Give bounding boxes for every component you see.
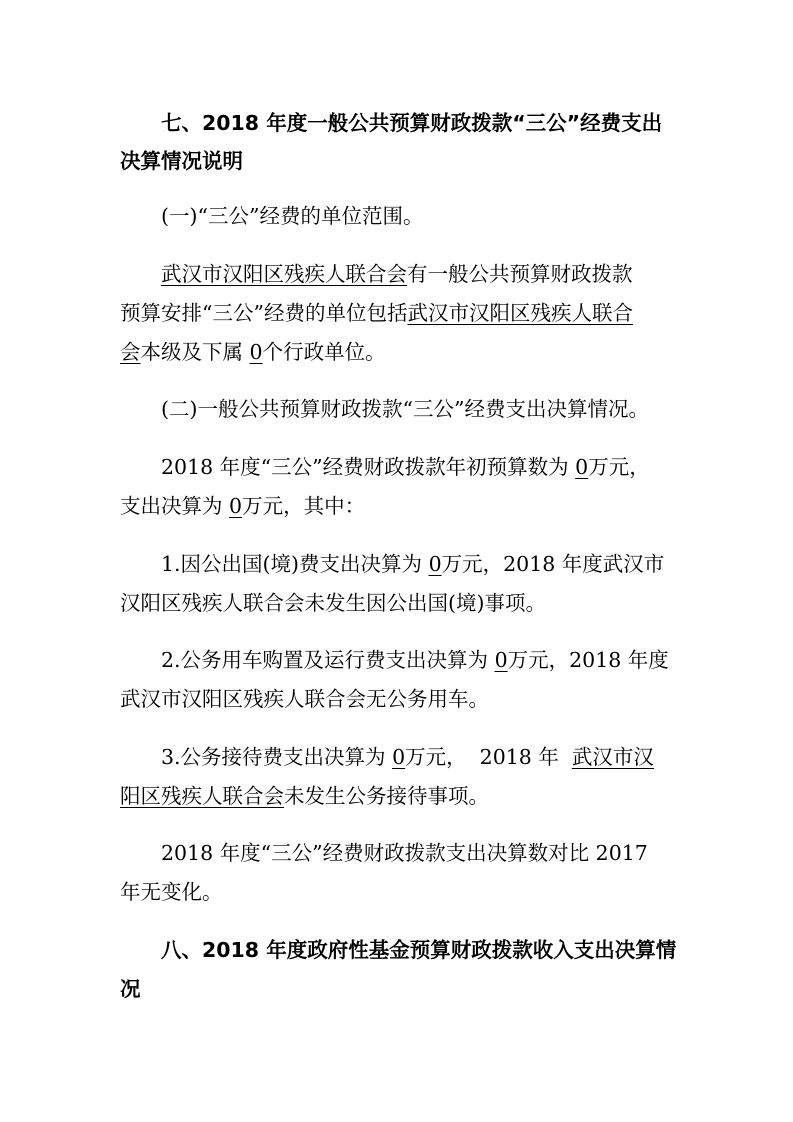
comparison-line1: 2018 年度“三公”经费财政拨款支出决算数对比 2017 xyxy=(161,841,648,865)
scope-paragraph-line1: 武汉市汉阳区残疾人联合会有一般公共预算财政拨款 xyxy=(161,262,633,286)
unit-count: 0 xyxy=(249,340,263,364)
scope-paragraph-line3: 会本级及下属 0个行政单位。 xyxy=(120,340,386,364)
unit-name: 武汉市汉阳区残疾人联合会 xyxy=(161,262,407,286)
item-3-value: 0 xyxy=(392,745,406,769)
situation-subtitle: (二)一般公共预算财政拨款“三公”经费支出决算情况。 xyxy=(161,397,649,421)
actual-value: 0 xyxy=(229,494,243,518)
section-7-heading-line1: 七、2018 年度一般公共预算财政拨款“三公”经费支出 xyxy=(161,111,663,135)
item-1-line2: 汉阳区残疾人联合会未发生因公出国(境)事项。 xyxy=(120,591,546,615)
item-3-line2: 阳区残疾人联合会未发生公务接待事项。 xyxy=(120,784,489,808)
budget-value: 0 xyxy=(575,455,589,479)
item-2-value: 0 xyxy=(494,648,508,672)
item-2-line1: 2.公务用车购置及运行费支出决算为 0万元，2018 年度 xyxy=(161,648,669,672)
budget-paragraph-line1: 2018 年度“三公”经费财政拨款年初预算数为 0万元， xyxy=(161,455,650,479)
unit-name: 武汉市汉阳区残疾人联合 xyxy=(407,301,633,325)
section-8-heading-line1: 八、2018 年度政府性基金预算财政拨款收入支出决算情 xyxy=(161,938,677,962)
item-3-line1: 3.公务接待费支出决算为 0万元， 2018 年 武汉市汉 xyxy=(161,745,654,769)
section-8-heading-line2: 况 xyxy=(120,977,141,1001)
unit-name: 武汉市汉 xyxy=(571,745,654,769)
comparison-line2: 年无变化。 xyxy=(120,880,223,904)
item-2-line2: 武汉市汉阳区残疾人联合会无公务用车。 xyxy=(120,687,489,711)
section-7-heading-line2: 决算情况说明 xyxy=(120,149,243,173)
scope-paragraph-line2: 预算安排“三公”经费的单位包括武汉市汉阳区残疾人联合 xyxy=(120,301,633,325)
scope-subtitle: (一)“三公”经费的单位范围。 xyxy=(161,204,424,228)
item-1-line1: 1.因公出国(境)费支出决算为 0万元，2018 年度武汉市 xyxy=(161,552,665,576)
unit-name: 阳区残疾人联合会 xyxy=(120,784,284,808)
unit-name: 会 xyxy=(120,340,141,364)
item-1-value: 0 xyxy=(428,552,442,576)
budget-paragraph-line2: 支出决算为 0万元，其中： xyxy=(120,494,366,518)
